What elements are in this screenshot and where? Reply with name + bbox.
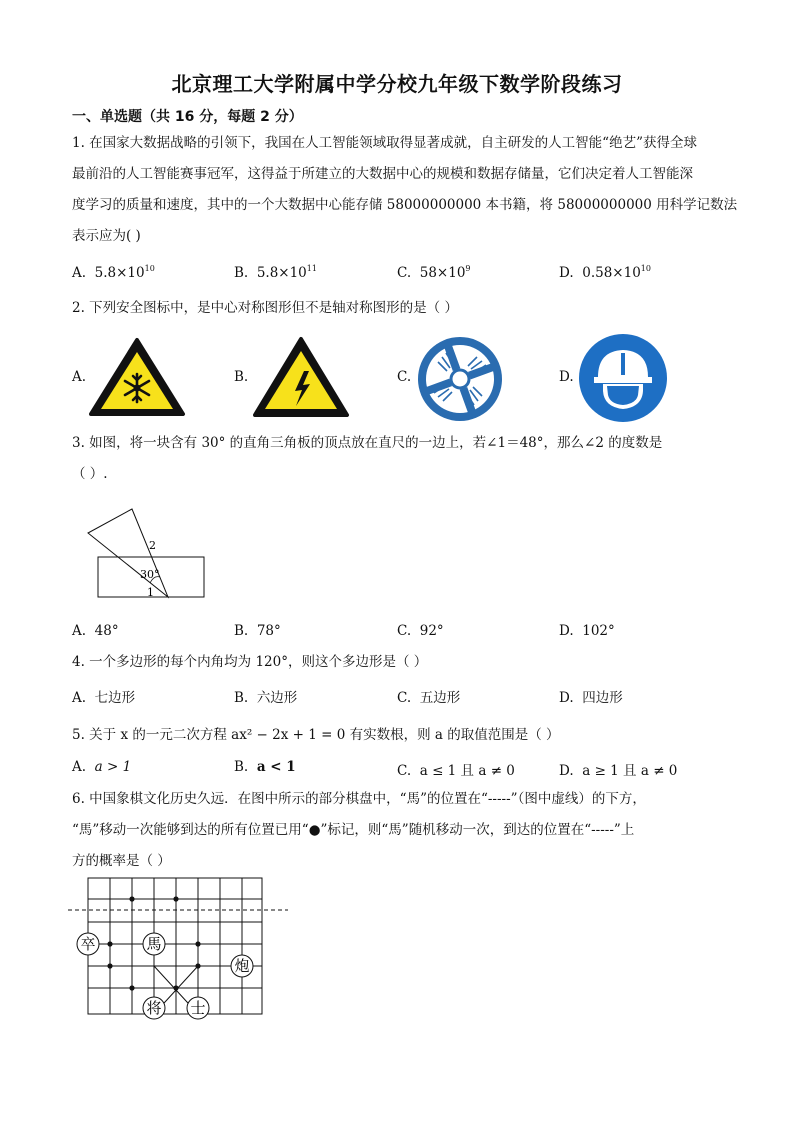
question-2: 2. 下列安全图标中，是中心对称图形但不是轴对称图形的是（ ）	[72, 300, 458, 316]
option-text: 四边形	[582, 690, 623, 706]
q1-option-b[interactable]	[234, 264, 317, 281]
cannon-piece: 炮	[234, 957, 250, 975]
option-text: 5.8×10	[94, 265, 145, 281]
option-text: 六边形	[256, 690, 298, 706]
option-text: 5.8×10	[256, 265, 307, 281]
q4-option-c[interactable]	[397, 686, 460, 706]
general-piece: 将	[146, 999, 162, 1017]
option-letter: D.	[559, 690, 574, 706]
high-voltage-warning-icon[interactable]	[252, 335, 350, 419]
q5-option-d[interactable]	[559, 759, 677, 779]
option-text: 七边形	[94, 690, 136, 706]
horse-piece: 馬	[146, 935, 162, 953]
question-5: 5. 关于 x 的一元二次方程 ax² − 2x + 1 = 0 有实数根，则 a 的取值范围是（ ）	[72, 727, 560, 743]
question-3	[72, 428, 724, 490]
triangle-ruler-figure	[80, 505, 220, 605]
safety-helmet-icon[interactable]	[578, 333, 668, 423]
option-letter: A.	[72, 265, 87, 281]
option-letter: D.	[559, 265, 574, 281]
q2-option-b-label[interactable]: B.	[234, 369, 249, 385]
q5-option-a[interactable]	[72, 759, 131, 775]
angle-30-label: 30°	[140, 568, 160, 581]
option-text: 92°	[419, 623, 444, 639]
option-exponent: 10	[640, 264, 651, 273]
option-letter: A.	[72, 759, 87, 775]
option-letter: D.	[559, 763, 574, 779]
q4-option-a[interactable]	[72, 686, 135, 706]
question-4: 4. 一个多边形的每个内角均为 120°，则这个多边形是（ ）	[72, 654, 428, 670]
fan-blades-icon[interactable]	[416, 335, 504, 423]
option-letter: B.	[234, 690, 249, 706]
option-text: 0.58×10	[582, 265, 641, 281]
q3-option-c[interactable]	[397, 623, 444, 639]
q1-option-c[interactable]	[397, 264, 471, 281]
option-exponent: 9	[465, 264, 471, 273]
q3-option-a[interactable]	[72, 623, 119, 639]
question-6	[72, 784, 724, 877]
question-3-line: （ ）.	[72, 466, 108, 482]
option-text: 五边形	[419, 690, 461, 706]
q5-option-c[interactable]	[397, 759, 515, 779]
q1-option-a[interactable]	[72, 264, 155, 281]
q2-option-c-label[interactable]: C.	[397, 369, 412, 385]
q4-option-d[interactable]	[559, 686, 623, 706]
option-exponent: 10	[144, 264, 155, 273]
q1-option-d[interactable]	[559, 264, 651, 281]
option-letter: B.	[234, 265, 249, 281]
q3-option-d[interactable]	[559, 623, 615, 639]
option-text: a > 1	[94, 759, 132, 775]
option-letter: A.	[72, 623, 87, 639]
section-heading: 一、单选题（共 16 分，每题 2 分）	[72, 109, 303, 125]
q3-option-b[interactable]	[234, 623, 281, 639]
advisor-piece: 士	[190, 999, 206, 1017]
angle-2-label: 2	[149, 539, 156, 552]
option-text: 78°	[256, 623, 281, 639]
option-text: a < 1	[256, 759, 296, 775]
page-title: 北京理工大学附属中学分校九年级下数学阶段练习	[171, 72, 623, 96]
question-1-line: 表示应为( )	[72, 228, 141, 244]
q2-option-a-label[interactable]: A.	[72, 369, 87, 385]
option-exponent: 11	[306, 264, 317, 273]
option-letter: B.	[234, 623, 249, 639]
option-letter: C.	[397, 690, 412, 706]
angle-1-label: 1	[147, 586, 154, 599]
option-letter: D.	[559, 623, 574, 639]
soldier-piece: 卒	[80, 935, 96, 953]
question-6-line: 方的概率是（ ）	[72, 853, 171, 869]
question-6-line: 6. 中国象棋文化历史久远．在图中所示的部分棋盘中，“馬”的位置在“-----”（图中虚线）的下方，	[72, 791, 646, 807]
q4-option-b[interactable]	[234, 686, 297, 706]
question-1-line: 最前沿的人工智能赛事冠军，这得益于所建立的大数据中心的规模和数据存储量，它们决定着人工智能深	[72, 166, 693, 182]
option-letter: B.	[234, 759, 249, 775]
chessboard-figure	[66, 872, 290, 1024]
option-text: 102°	[582, 623, 615, 639]
option-text: a ≥ 1 且 a ≠ 0	[582, 763, 678, 779]
option-letter: C.	[397, 265, 412, 281]
option-letter: C.	[397, 623, 412, 639]
option-letter: C.	[397, 763, 412, 779]
q2-option-d-label[interactable]: D.	[559, 369, 574, 385]
option-text: 48°	[94, 623, 119, 639]
q5-option-b[interactable]	[234, 759, 296, 775]
question-3-line: 3. 如图，将一块含有 30° 的直角三角板的顶点放在直尺的一边上，若∠1＝48°，那么∠2 的度数是	[72, 435, 663, 451]
snowflake-warning-icon[interactable]	[88, 336, 186, 418]
option-text: a ≤ 1 且 a ≠ 0	[419, 763, 515, 779]
question-6-line: “馬”移动一次能够到达的所有位置已用“●”标记，则“馬”随机移动一次，到达的位置在“-----”上	[72, 822, 635, 838]
question-1	[72, 128, 738, 252]
option-text: 58×10	[419, 265, 466, 281]
option-letter: A.	[72, 690, 87, 706]
question-1-line: 度学习的质量和速度，其中的一个大数据中心能存储 58000000000 本书籍，将 58000000000 用科学记数法	[72, 197, 738, 213]
question-1-line: 1. 在国家大数据战略的引领下，我国在人工智能领域取得显著成就，自主研发的人工智能“绝艺”获得全球	[72, 135, 697, 151]
